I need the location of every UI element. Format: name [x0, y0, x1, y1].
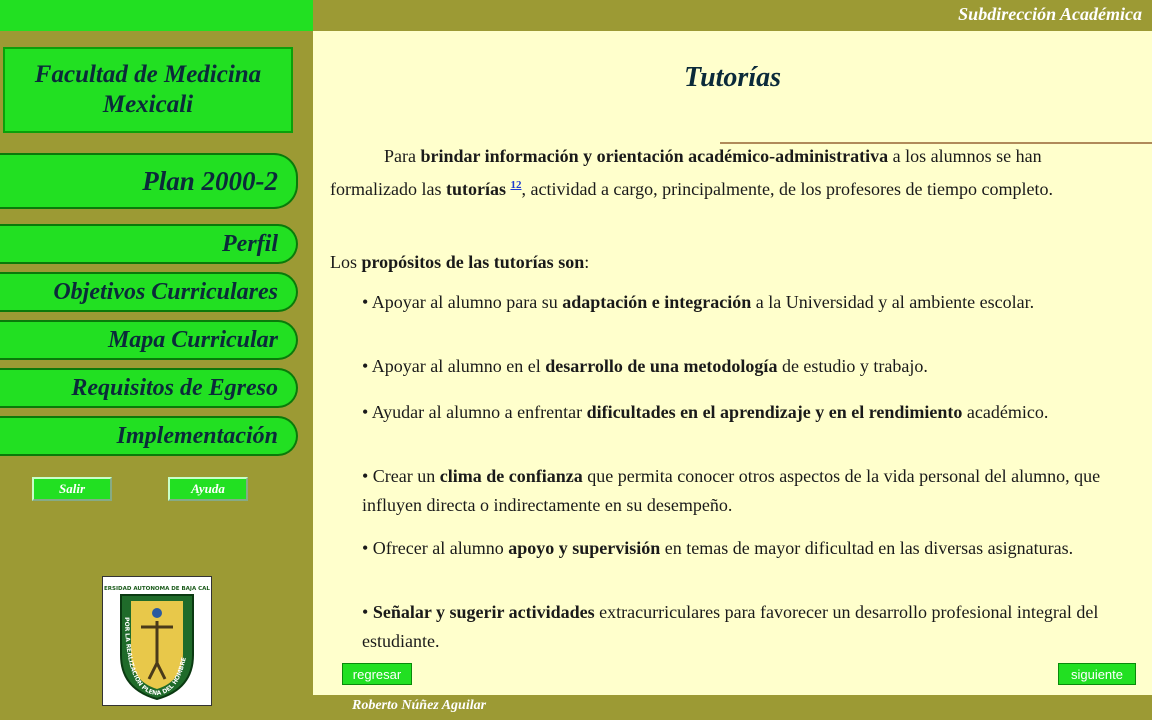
- purposes-bold: propósitos de las tutorías son: [361, 252, 585, 272]
- crest-ring-text: POR LA REALIZACION PLENA DEL HOMBRE: [122, 617, 188, 698]
- bullet-bold: adaptación e integración: [562, 292, 752, 312]
- list-item: [362, 534, 1132, 563]
- nav-mapa-curricular[interactable]: [0, 320, 298, 360]
- intro-paragraph: [330, 142, 1130, 204]
- bullet-bold: Señalar y sugerir actividades: [372, 602, 595, 622]
- bullet-post: académico.: [962, 402, 1049, 422]
- list-item: [362, 288, 1132, 317]
- nav-perfil-label: Perfil: [222, 230, 278, 257]
- bullet-bold: apoyo y supervisión: [508, 538, 661, 558]
- bullet-post: que permita conocer otros aspectos de la vida personal del alumno, que influyen directa o indirectamente en su desempeño.: [362, 466, 1101, 515]
- next-button[interactable]: siguiente: [1058, 663, 1136, 685]
- bullet-pre: • Ayudar al alumno a enfrentar: [362, 402, 587, 422]
- bullet-post: de estudio y trabajo.: [777, 356, 928, 376]
- bullet-bold: dificultades en el aprendizaje y en el rendimiento: [586, 402, 963, 422]
- exit-button[interactable]: Salir: [32, 477, 112, 501]
- crest-top-text: ERSIDAD AUTONOMA DE BAJA CAL: [104, 586, 210, 592]
- intro-bold-2: tutorías: [445, 179, 506, 199]
- page-title: Tutorías: [684, 62, 781, 93]
- nav-objetivos-curriculares[interactable]: [0, 272, 298, 312]
- intro-text-3: , actividad a cargo, principalmente, de los profesores de tiempo completo.: [521, 179, 1053, 199]
- author-credit: Roberto Núñez Aguilar: [352, 698, 487, 713]
- list-item: [362, 398, 1132, 427]
- nav-implementacion-label: Implementación: [116, 422, 278, 449]
- bullet-post: a la Universidad y al ambiente escolar.: [751, 292, 1035, 312]
- bullet-bold: desarrollo de una metodología: [545, 356, 778, 376]
- bullet-pre: • Apoyar al alumno para su: [362, 292, 563, 312]
- footnote-ref-link[interactable]: 12: [510, 179, 522, 191]
- list-item: [362, 598, 1132, 656]
- plan-label: Plan 2000-2: [142, 165, 278, 196]
- purposes-text-2: :: [584, 252, 590, 272]
- intro-text-2: a los alumnos se han formalizado las: [330, 146, 1042, 199]
- help-button[interactable]: Ayuda: [168, 477, 248, 501]
- plan-button[interactable]: [0, 153, 298, 209]
- faculty-line-2: Mexicali: [102, 91, 194, 118]
- nav-requisitos-label: Requisitos de Egreso: [71, 374, 278, 401]
- bullet-pre: • Apoyar al alumno en el: [362, 356, 546, 376]
- intro-bold-1: brindar información y orientación académico-administrativa: [420, 146, 889, 166]
- purposes-text-1: Los: [330, 252, 362, 272]
- bullet-pre: • Crear un: [362, 466, 440, 486]
- intro-text-1: Para: [384, 146, 421, 166]
- back-button[interactable]: regresar: [342, 663, 412, 685]
- bullet-post: en temas de mayor dificultad en las diversas asignaturas.: [660, 538, 1074, 558]
- list-item: [362, 352, 1132, 381]
- purposes-intro: [330, 248, 1030, 277]
- bullet-post: extracurriculares para favorecer un desarrollo profesional integral del estudiante.: [362, 602, 1099, 651]
- top-green-strip: [0, 0, 313, 31]
- bullet-bold: clima de confianza: [439, 466, 583, 486]
- nav-perfil[interactable]: [0, 224, 298, 264]
- department-title: Subdirección Académica: [958, 4, 1142, 24]
- nav-objetivos-label: Objetivos Curriculares: [53, 278, 278, 305]
- crest-graphic: [103, 577, 211, 705]
- university-crest-icon: [102, 576, 212, 706]
- nav-implementacion[interactable]: [0, 416, 298, 456]
- list-item: [362, 462, 1132, 520]
- bullet-pre: •: [362, 602, 373, 622]
- bullet-pre: • Ofrecer al alumno: [362, 538, 509, 558]
- faculty-title-box: [3, 47, 293, 133]
- nav-mapa-label: Mapa Curricular: [107, 326, 278, 353]
- nav-requisitos-egreso[interactable]: [0, 368, 298, 408]
- faculty-line-1: Facultad de Medicina: [34, 61, 262, 88]
